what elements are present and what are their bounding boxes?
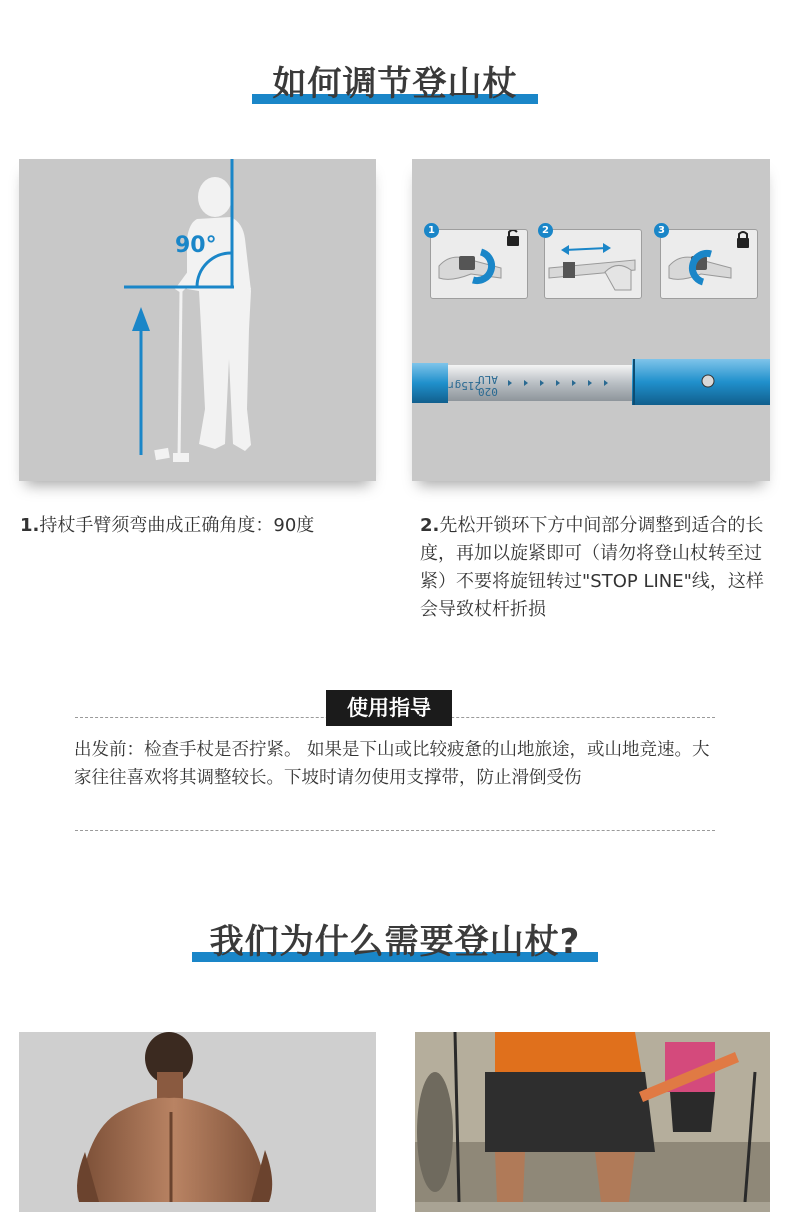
guide-divider-bottom xyxy=(75,830,715,831)
angle-label: 90° xyxy=(175,233,217,258)
guide-text: 出发前：检查手杖是否拧紧。 如果是下山或比较疲惫的山地旅途，或山地竞速。大家往往喜欢将其调整较长。下坡时请勿使用支撑带，防止滑倒受伤 xyxy=(74,740,710,788)
step-frame-3 xyxy=(660,229,758,299)
adjustment-steps-illustration xyxy=(412,159,770,481)
step-number-1: 1 xyxy=(424,223,439,238)
caption-text: 先松开锁环下方中间部分调整到适合的长度，再加以旋紧即可（请勿将登山杖转至过紧）不要将旋钮转过"STOP LINE"线，这样会导致杖杆折损 xyxy=(420,515,764,620)
section-title-why-needed xyxy=(0,914,790,963)
arm-angle-illustration xyxy=(19,159,376,481)
pole-spec-size: 020 xyxy=(478,385,498,398)
caption-number: 2. xyxy=(420,515,440,536)
caption-step-2 xyxy=(420,512,774,624)
person-silhouette-icon xyxy=(19,159,376,481)
hikers-photo xyxy=(415,1032,770,1212)
section-title-how-to-adjust xyxy=(0,56,790,105)
pole-spec-alu: ALU xyxy=(478,373,498,386)
section-title-text: 如何调节登山杖 xyxy=(272,64,518,104)
unlock-hand-icon xyxy=(431,230,527,298)
man-back-image xyxy=(19,1032,376,1202)
step-number-3: 3 xyxy=(654,223,669,238)
caption-text: 持杖手臂须弯曲成正确角度：90度 xyxy=(39,515,315,536)
lock-hand-icon xyxy=(661,230,757,298)
caption-step-1 xyxy=(20,512,376,540)
pole-spec-weight: 215gr xyxy=(448,379,482,392)
step-frame-1 xyxy=(430,229,528,299)
step-number-2: 2 xyxy=(538,223,553,238)
caption-number: 1. xyxy=(20,515,40,536)
back-muscles-photo xyxy=(19,1032,376,1212)
guide-label: 使用指导 xyxy=(326,690,452,726)
step-frame-2 xyxy=(544,229,642,299)
hikers-image xyxy=(415,1032,770,1202)
section-title-text: 我们为什么需要登山杖? xyxy=(209,922,581,962)
adjust-length-icon xyxy=(545,230,641,298)
